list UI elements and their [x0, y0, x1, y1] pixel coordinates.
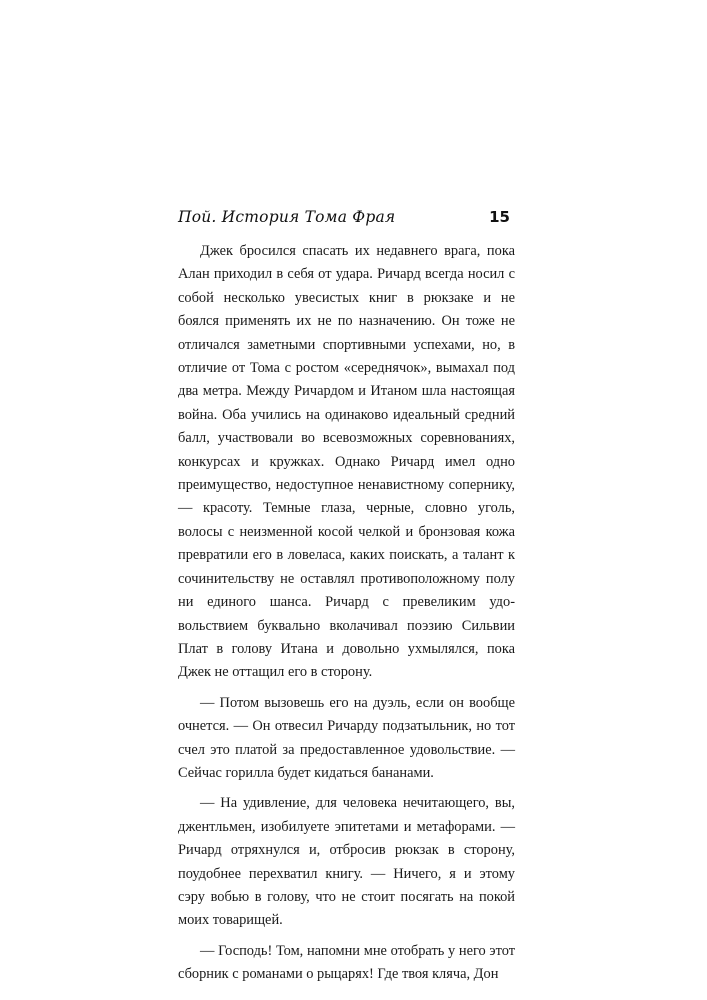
- running-title: Пой. История Тома Фрая: [178, 208, 396, 226]
- paragraph: Джек бросился спасать их недавнего врага, пока Алан приходил в себя от удара. Ричард всегда носил с собой несколько увесистых книг в рюкзаке и не боялся применять их не по назначению. Он тоже не отличался заметными спортивными успехами, но, в отличие от Тома с ростом «середнячок», вымахал под два метра. Между Ричардом и Итаном шла настоящая война. Оба учились на одинаково идеальный средний балл, участвовали во всевозможных соревнованиях, конкурсах и кружках. Однако Ричард имел одно преимущество, недоступное ненавистному сопернику, — красоту. Темные глаза, черные, словно уголь, волосы с неизменной косой челкой и бронзовая кожа превратили его в ловеласа, каких поискать, а талант к сочинительству не оставлял противоположному полу ни единого шанса. Ричард с превеликим удовольствием буквально вколачивал поэзию Сильвии Плат в голову Итана и довольно ухмылялся, пока Джек не оттащил его в сторону.: [178, 243, 515, 681]
- paragraph: — Господь! Том, напомни мне отобрать у него этот сборник с романами о рыцарях! Где твоя кляча, Дон: [178, 942, 515, 983]
- page-number: 15: [489, 208, 510, 226]
- body-text: [178, 240, 515, 994]
- paragraph: — На удивление, для человека нечитающего, вы, джентльмен, изобилуете эпитетами и метафорами. — Ричард отряхнулся и, отбросив рюкзак в сторону, поудобнее перехватил книгу. — Ничего, я и этому сэру вобью в голову, что не стоит посягать на покой моих товарищей.: [178, 795, 515, 929]
- paragraph: — Потом вызовешь его на дуэль, если он вообще очнется. — Он отвесил Ричарду подзатыльник, но тот счел это платой за предоставленное удовольствие. — Сейчас горилла будет кидаться бананами.: [178, 694, 515, 781]
- running-header: [178, 208, 510, 232]
